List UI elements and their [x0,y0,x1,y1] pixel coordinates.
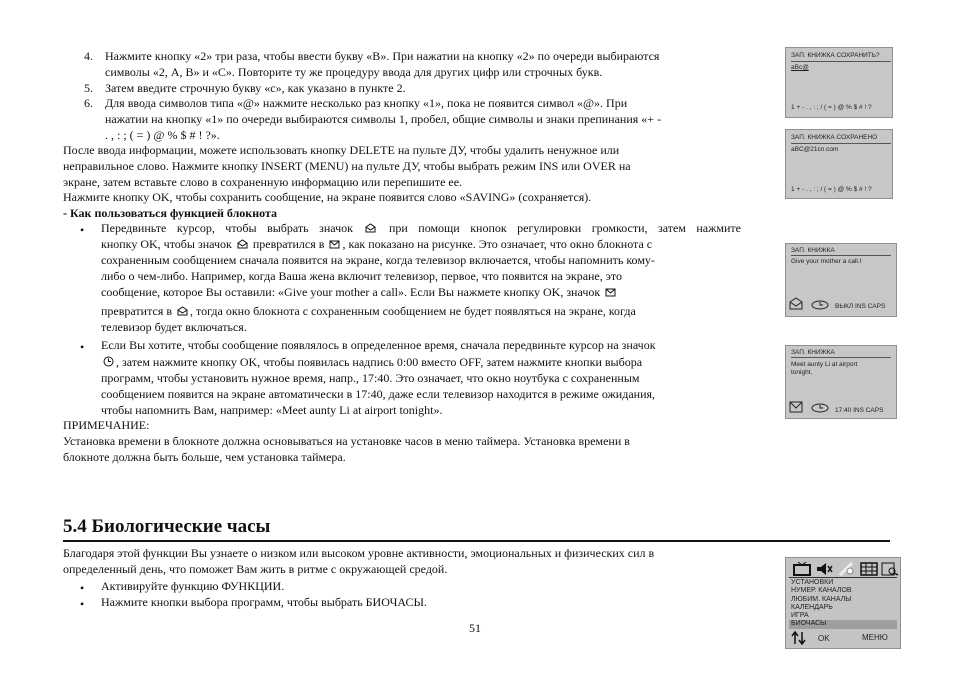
panel-divider [791,61,891,62]
step-6-line-2: нажатии на кнопку «1» по очереди выбираются символы 1, пробел, общие символы и знаки препинания «+ - [105,112,662,126]
bullet-1-line-6: превратится в , тогда окно блокнота с сохраненным сообщением не будет появляться на экране, когда [101,304,636,318]
notepad-heading: - Как пользоваться функцией блокнота [63,206,278,220]
bullet-1-line-1: Передвиньте курсор, чтобы выбрать значок при помощи кнопок регулировки громкости, затем нажмите [101,221,742,235]
panel-charset: 1 + - . , : ; / ( = ) @ % $ # ! ? [791,186,872,193]
bullet-dot: • [80,340,85,354]
panel-entry-text: aBC@21cn.com [791,146,839,153]
panel-message-text-1: Meet aunty Li at airport [791,361,858,368]
envelope-closed-icon [789,401,803,413]
section-rule [63,540,890,542]
menu-item-favorite-channels[interactable]: ЛЮБИМ. КАНАЛЫ [791,595,852,603]
step-4-line-2: символы «2, А, В» и «С». Повторите ту же процедуру ввода для других цифр или строчных букв. [105,65,603,79]
step-4-number: 4. [84,49,93,63]
envelope-closed-icon [329,240,340,249]
speaker-icon[interactable] [816,562,834,576]
menu-label: МЕНЮ [862,633,888,642]
bio-intro-line-1: Благодаря этой функции Вы узнаете о низком или высоком уровне активности, эмоциональных и физических сил в [63,546,655,560]
delete-paragraph-line-2: неправильное слово. Нажмите кнопку INSERT (MENU) на пульте ДУ, чтобы выбрать режим INS или OVER на [63,159,631,173]
panel-message-text-2: tonight. [791,369,813,376]
step-5-line-1: Затем введите строчную букву «с», как указано в пункте 2. [105,81,406,95]
envelope-open-icon [365,223,376,233]
bullet-1-line-2: кнопку OK, чтобы значок превратился в , как показано на рисунке. Это означает, что окно блокнота с [101,237,653,251]
step-4-line-1: Нажмите кнопку «2» три раза, чтобы ввести букву «В». При нажатии на кнопку «2» по очереди выбираются [105,49,660,63]
picture-icon[interactable] [838,561,856,576]
bullet-2-line-4: сообщением появится на экране автоматически в 17:40, даже если телевизор находится в режиме ожидания, [101,387,656,401]
delete-paragraph-line-3: экране, затем вставьте слово в сохраненную информацию или перепишите ее. [63,175,463,189]
bio-step-1: Активируйте функцию ФУНКЦИИ. [101,579,285,593]
panel-divider [791,255,891,256]
bullet-1-line-7: телевизор будет включаться. [101,320,247,334]
ok-paragraph: Нажмите кнопку OK, чтобы сохранить сообщение, на экране появится слово «SAVING» (сохраняется). [63,190,592,204]
note-label: ПРИМЕЧАНИЕ: [63,418,150,432]
clock-icon [103,356,114,367]
ok-label: OK [818,634,830,643]
clock-icon [811,300,829,310]
menu-item-channel-numbers[interactable]: НУМЕР. КАНАЛОВ [791,587,852,595]
function-search-icon[interactable] [881,562,899,576]
panel-message-text: Give your mother a call.l [791,258,862,265]
up-down-arrows-icon [791,631,807,645]
bullet-1-line-4: либо о чем-либо. Например, когда Ваша жена включит телевизор, первое, что появится на экране, это [101,269,622,283]
menu-item-calendar[interactable]: КАЛЕНДАРЬ [791,603,833,611]
bullet-dot: • [80,223,85,237]
menu-list [789,579,897,629]
teletext-icon[interactable] [860,562,878,576]
bullet-dot: • [80,581,85,595]
notebook-saved-screen [785,129,893,199]
envelope-closed-icon [605,288,616,297]
note-line-1: Установка времени в блокноте должна основываться на установке часов в меню таймера. Установка времени в [63,434,630,448]
notebook-save-prompt-screen [785,47,893,118]
menu-item-biorhythm[interactable]: БИОЧАСЫ [789,620,897,628]
bullet-2-line-2: , затем нажмите кнопку OK, чтобы появилась надпись 0:00 вместо OFF, затем нажмите кнопки выбора [101,355,741,371]
panel-status-text: 17:40 INS CAPS [835,407,884,414]
bio-intro-line-2: определенный день, что поможет Вам жить в ритме с окружающей средой. [63,562,448,576]
bullet-2-line-1: Если Вы хотите, чтобы сообщение появлялось в определенное время, сначала передвиньте курсор на значок [101,338,656,352]
tv-icon[interactable] [793,562,811,576]
envelope-open-icon [789,297,803,310]
panel-title: ЗАП. КНИЖКА СОХРАНЕНО [791,134,878,141]
menu-divider [789,577,897,578]
menu-icon-bar [791,560,897,577]
menu-item-game[interactable]: ИГРА [791,612,809,620]
notebook-message-screen-1 [785,243,897,317]
step-5-number: 5. [84,81,93,95]
step-6-line-1: Для ввода символов типа «@» нажмите несколько раз кнопку «1», пока не появится символ «@». При [105,96,628,110]
function-menu-screen [785,557,901,649]
bullet-1-line-3: сохраненным сообщением сначала появится на экране, когда телевизор включается, чтобы напомнить кому- [101,253,655,267]
panel-divider [791,143,891,144]
bullet-dot: • [80,597,85,611]
panel-divider [791,357,891,358]
bullet-1-line-5: сообщение, которое Вы оставили: «Give your mother a call». Если Вы нажмете кнопку OK, значок [101,285,741,301]
step-6-number: 6. [84,96,93,110]
panel-title: ЗАП. КНИЖКА СОХРАНИТЬ? [791,52,880,59]
panel-title: ЗАП. КНИЖКА [791,247,835,254]
step-6-line-3: . , : ; ( = ) @ % $ # ! ?». [105,128,220,142]
panel-title: ЗАП. КНИЖКА [791,349,835,356]
delete-paragraph-line-1: После ввода информации, можете использовать кнопку DELETE на пульте ДУ, чтобы удалить ненужное или [63,143,620,157]
bullet-2-line-3: программ, чтобы установить нужное время, напр., 17:40. Это означает, что окно ноутбука с сохраненным [101,371,640,385]
notebook-message-screen-2 [785,345,897,419]
envelope-open-icon [177,306,188,316]
clock-icon [811,403,829,413]
menu-item-settings[interactable]: УСТАНОВКИ [791,579,834,586]
panel-charset: 1 + - . , : ; / ( = ) @ % $ # ! ? [791,104,872,111]
panel-entry-text: aBc@ [791,64,809,71]
page-number: 51 [469,621,481,635]
envelope-open-icon [237,239,248,249]
bio-step-2: Нажмите кнопки выбора программ, чтобы выбрать БИОЧАСЫ. [101,595,427,609]
note-line-2: блокноте должна быть больше, чем установка таймера. [63,450,346,464]
panel-status-text: ВЫКЛ INS CAPS [835,303,886,310]
section-title: 5.4 Биологические часы [63,516,271,537]
bullet-2-line-5: чтобы напомнить Вам, например: «Meet aunty Li at airport tonight». [101,403,443,417]
